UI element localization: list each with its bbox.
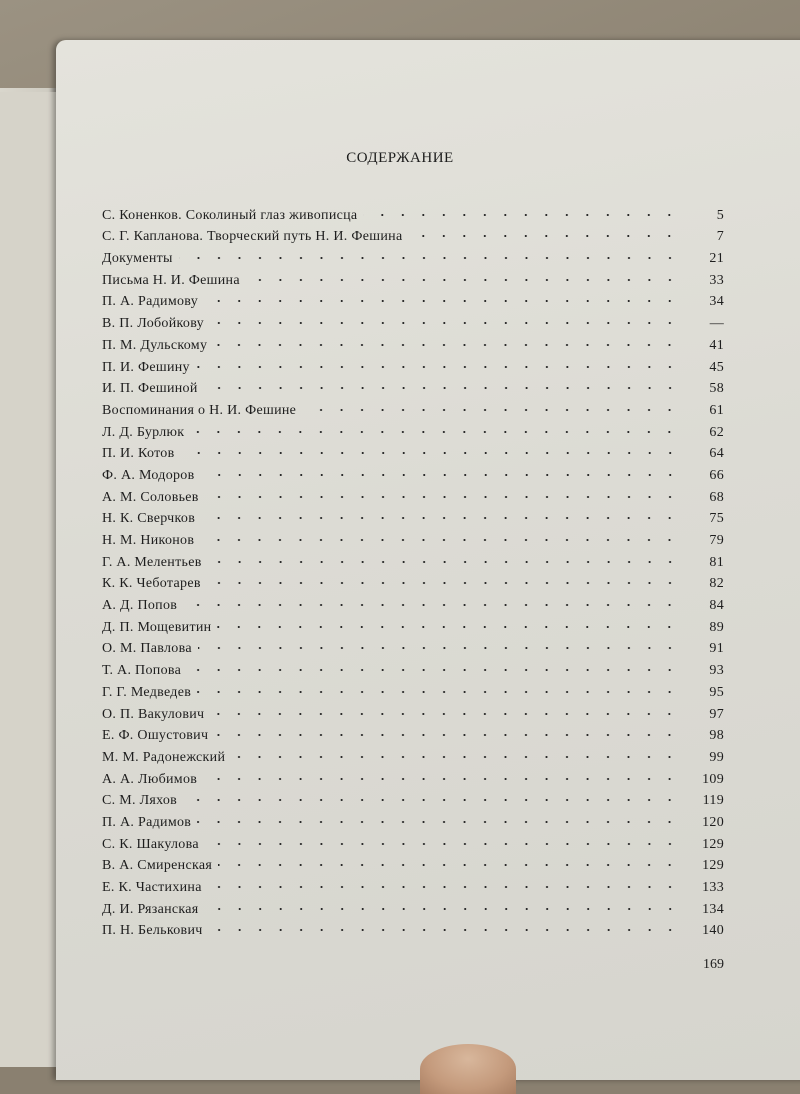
dot-leader [208, 556, 680, 568]
dot-leader [210, 708, 680, 720]
toc-entry-page: 64 [709, 446, 724, 462]
toc-entry-label: П. А. Радимов [102, 814, 192, 830]
toc-entry-page: 5 [716, 207, 724, 223]
dot-leader [408, 230, 680, 242]
toc-entry-page: 82 [709, 576, 724, 592]
toc-entry-page: 89 [709, 619, 724, 635]
toc-entry [102, 657, 724, 679]
toc-entry-label: М. М. Радонежский [102, 749, 226, 765]
dot-leader [217, 621, 680, 633]
toc-entry-label: Е. Ф. Ошустович [102, 728, 209, 744]
toc-entry [102, 874, 724, 896]
toc-entry-page: 58 [709, 381, 724, 397]
toc-entry [102, 809, 724, 831]
toc-entry [102, 896, 724, 918]
toc-entry [102, 419, 724, 441]
dot-leader [213, 339, 680, 351]
toc-entry-page: 129 [702, 858, 724, 874]
dot-leader [197, 686, 680, 698]
toc-entry-page: — [709, 316, 724, 332]
dot-leader [179, 252, 680, 264]
toc-entry-page: 109 [702, 771, 724, 787]
toc-entry [102, 484, 724, 506]
dot-leader [196, 361, 680, 373]
toc-entry-page: 61 [709, 402, 724, 418]
toc-entry-label: И. П. Фешиной [102, 381, 198, 397]
dot-leader [302, 404, 680, 416]
toc-entry [102, 289, 724, 311]
dot-leader [181, 447, 680, 459]
toc-entry-page: 91 [709, 641, 724, 657]
page-title: СОДЕРЖАНИЕ [346, 150, 454, 166]
dot-leader [183, 599, 680, 611]
toc-entry-label: А. А. Любимов [102, 771, 198, 787]
toc-entry [102, 332, 724, 354]
toc-entry-label: С. Г. Капланова. Творческий путь Н. И. Фешина [102, 229, 403, 245]
toc-entry-page: 84 [709, 598, 724, 614]
dot-leader [204, 295, 680, 307]
cover-edge [0, 92, 64, 1067]
toc-entry [102, 744, 724, 766]
thumb [420, 1044, 516, 1094]
toc-entry-page: 120 [702, 814, 724, 830]
toc-entry-page: 81 [709, 554, 724, 570]
toc-entry-page: 119 [702, 793, 724, 809]
dot-leader [205, 491, 680, 503]
toc-entry-label: Письма Н. И. Фешина [102, 272, 240, 288]
toc-entry-page: 62 [709, 424, 724, 440]
toc-entry-label: Документы [102, 251, 173, 267]
toc-entry [102, 679, 724, 701]
toc-entry-page: 7 [716, 229, 724, 245]
dot-leader [201, 512, 680, 524]
toc-entry-page: 93 [709, 663, 724, 679]
toc-entry [102, 723, 724, 745]
dot-leader [246, 274, 680, 286]
toc-entry [102, 831, 724, 853]
toc-entry-label: С. М. Ляхов [102, 793, 178, 809]
toc-entry [102, 354, 724, 376]
toc-entry-label: В. П. Лобойкову [102, 316, 204, 332]
toc-entry-label: Г. Г. Медведев [102, 684, 192, 700]
toc-entry-page: 133 [702, 880, 724, 895]
toc-entry-label: А. М. Соловьев [102, 489, 199, 505]
toc-entry [102, 506, 724, 528]
toc-entry-page: 34 [709, 294, 724, 310]
toc-entry [102, 462, 724, 484]
dot-leader [203, 773, 680, 785]
toc-entry [102, 766, 724, 788]
dot-leader [205, 903, 680, 915]
toc-entry [102, 245, 724, 267]
toc-entry-label: О. М. Павлова [102, 641, 192, 657]
toc-entry [102, 549, 724, 571]
toc-entry-page: 68 [709, 489, 724, 505]
toc-entry-label: Г. А. Мелентьев [102, 554, 202, 570]
toc-entry [102, 788, 724, 810]
dot-leader [218, 859, 680, 871]
toc-entry-label: В. А. Смиренская [102, 858, 213, 874]
toc-entry [102, 614, 724, 636]
dot-leader [214, 729, 680, 741]
toc-entry-page: 21 [709, 251, 724, 267]
toc-entry-label: О. П. Вакулович [102, 706, 205, 722]
toc-entry-label: Воспоминания о Н. И. Фешине [102, 402, 297, 418]
toc-entry [102, 267, 724, 289]
toc-entry-label: П. А. Радимову [102, 294, 199, 310]
dot-leader [210, 317, 680, 329]
toc-entry-label: П. И. Фешину [102, 359, 190, 375]
toc-entry-page: 75 [709, 511, 724, 527]
toc-entry-label: Е. К. Частихина [102, 880, 202, 895]
toc-entry [102, 571, 724, 593]
toc-entry-label: Н. М. Никонов [102, 533, 195, 548]
toc-entry [102, 397, 724, 419]
dot-leader [205, 838, 680, 850]
toc-entry-label: К. К. Чеботарев [102, 576, 201, 592]
toc-entry [102, 310, 724, 332]
toc-entry-label: П. Н. Белькович [102, 923, 203, 939]
dot-leader [187, 664, 680, 676]
toc-entry-page: 79 [709, 533, 724, 548]
toc-entry-label: Д. И. Рязанская [102, 901, 199, 917]
toc-entry [102, 636, 724, 658]
toc-entry-label: С. К. Шакулова [102, 836, 199, 852]
toc-entry [102, 224, 724, 246]
toc-entry-label: А. Д. Попов [102, 598, 178, 614]
toc-entry-label: Л. Д. Бурлюк [102, 424, 185, 440]
toc-entry [102, 853, 724, 875]
toc-entry-page: 134 [702, 901, 724, 917]
toc-entry-label: Д. П. Мощевитин [102, 619, 212, 635]
toc-entry [102, 376, 724, 398]
dot-leader [209, 924, 680, 936]
toc-entry-page: 140 [702, 923, 724, 939]
dot-leader [208, 881, 680, 893]
toc-entry-page: 98 [709, 728, 724, 744]
toc-entry [102, 701, 724, 723]
toc-entry [102, 441, 724, 463]
dot-leader [190, 426, 680, 438]
toc-entry-page: 45 [709, 359, 724, 375]
toc-entry [102, 527, 724, 549]
toc-entry-label: П. М. Дульскому [102, 337, 208, 353]
dot-leader [207, 577, 680, 589]
toc-entry-label: Н. К. Сверчков [102, 511, 196, 527]
dot-leader [183, 794, 680, 806]
toc-entry-page: 129 [702, 836, 724, 852]
dot-leader [363, 209, 680, 221]
toc-entry-page: 33 [709, 272, 724, 288]
toc-entry [102, 592, 724, 614]
dot-leader [200, 534, 680, 546]
toc-entry-label: Т. А. Попова [102, 663, 182, 679]
toc-entry-page: 95 [709, 684, 724, 700]
dot-leader [231, 751, 680, 763]
dot-leader [197, 816, 680, 828]
toc-entry [102, 202, 724, 224]
toc-entry-page: 66 [709, 467, 724, 483]
toc-entry-label: С. Коненков. Соколиный глаз живописца [102, 207, 358, 223]
toc-entry-label: П. И. Котов [102, 446, 175, 462]
toc-entry-page: 97 [709, 706, 724, 722]
page-number: 169 [703, 957, 724, 972]
dot-leader [204, 382, 680, 394]
dot-leader [198, 642, 680, 654]
toc-entry [102, 918, 724, 940]
toc-entry-page: 99 [709, 749, 724, 765]
toc-entry-page: 41 [709, 337, 724, 353]
dot-leader [201, 469, 680, 481]
toc-entry-label: Ф. А. Модоров [102, 467, 195, 483]
table-of-contents [102, 202, 724, 939]
